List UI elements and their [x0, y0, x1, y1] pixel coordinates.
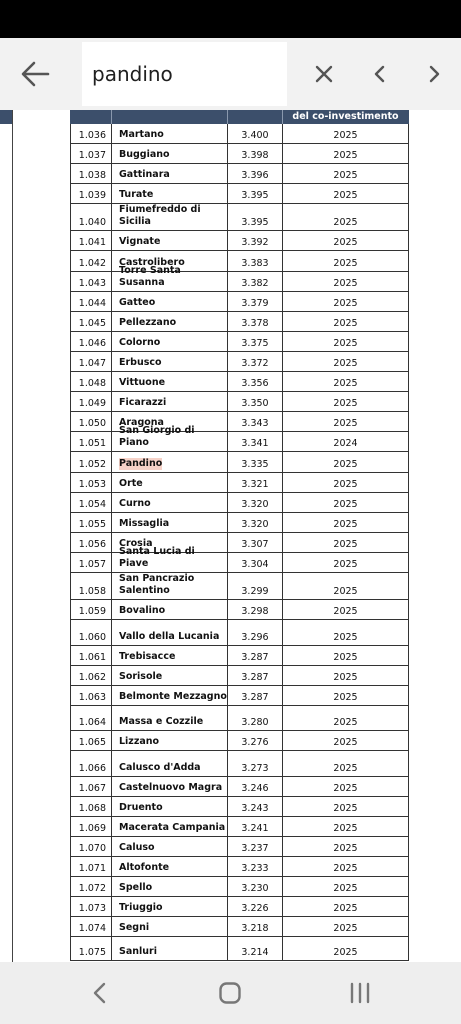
row-number: 1.062 — [70, 666, 111, 685]
municipality-name — [111, 312, 227, 331]
search-input[interactable] — [92, 62, 277, 86]
year-value: 2025 — [282, 272, 409, 291]
municipality-label: Vignate — [119, 236, 161, 247]
score-value: 3.395 — [227, 184, 282, 203]
municipality-name — [111, 573, 227, 599]
table-row — [70, 777, 409, 797]
municipality-label: Gatteo — [119, 297, 156, 308]
search-box — [82, 42, 287, 106]
row-number: 1.040 — [70, 204, 111, 230]
row-number: 1.049 — [70, 392, 111, 411]
nav-home-icon — [218, 981, 242, 1005]
score-value: 3.343 — [227, 412, 282, 431]
municipality-name — [111, 877, 227, 896]
find-toolbar — [0, 38, 461, 110]
nav-recents-button[interactable] — [340, 976, 380, 1010]
row-number: 1.050 — [70, 412, 111, 431]
municipality-name — [111, 686, 227, 705]
next-match-button[interactable] — [416, 56, 452, 92]
table-row — [70, 546, 409, 573]
score-value: 3.273 — [227, 751, 282, 776]
row-number: 1.041 — [70, 231, 111, 250]
municipality-label: Vallo della Lucania — [119, 631, 220, 642]
nav-home-button[interactable] — [210, 976, 250, 1010]
year-value: 2025 — [282, 493, 409, 512]
clear-button[interactable] — [306, 56, 342, 92]
score-value: 3.287 — [227, 686, 282, 705]
year-value: 2025 — [282, 837, 409, 856]
table-row — [70, 706, 409, 731]
municipality-label: Missaglia — [119, 518, 170, 529]
table-row — [70, 686, 409, 706]
row-number: 1.075 — [70, 937, 111, 960]
table-row — [70, 897, 409, 917]
table-row — [70, 231, 409, 251]
table-row — [70, 265, 409, 292]
table-row — [70, 372, 409, 392]
municipality-label: Pellezzano — [119, 317, 177, 328]
score-value: 3.280 — [227, 706, 282, 730]
municipality-name — [111, 546, 227, 572]
score-value: 3.395 — [227, 204, 282, 230]
score-value: 3.383 — [227, 251, 282, 271]
municipality-name — [111, 265, 227, 291]
year-value: 2025 — [282, 292, 409, 311]
row-number: 1.065 — [70, 731, 111, 750]
table-row — [70, 877, 409, 897]
municipality-label: Druento — [119, 802, 163, 813]
municipality-name — [111, 731, 227, 750]
table-row — [70, 837, 409, 857]
year-value: 2025 — [282, 706, 409, 730]
row-number: 1.048 — [70, 372, 111, 391]
municipality-label: Erbusco — [119, 357, 162, 368]
table-row — [70, 600, 409, 620]
table-row — [70, 573, 409, 600]
municipality-label: San Pancrazio Salentino — [119, 573, 195, 596]
year-value: 2025 — [282, 231, 409, 250]
score-value: 3.214 — [227, 937, 282, 960]
score-value: 3.321 — [227, 473, 282, 492]
municipality-name — [111, 204, 227, 230]
score-value: 3.320 — [227, 493, 282, 512]
municipality-label: Caluso — [119, 842, 155, 853]
row-number: 1.039 — [70, 184, 111, 203]
year-value: 2025 — [282, 797, 409, 816]
year-value: 2025 — [282, 917, 409, 936]
municipality-label: Triuggio — [119, 902, 163, 913]
municipality-name — [111, 473, 227, 492]
nav-back-icon — [90, 981, 110, 1005]
table-row — [70, 352, 409, 372]
table-row — [70, 493, 409, 513]
municipality-label: Gattinara — [119, 169, 170, 180]
year-value: 2025 — [282, 646, 409, 665]
year-value: 2025 — [282, 817, 409, 836]
table-row — [70, 473, 409, 493]
municipality-name — [111, 144, 227, 163]
municipality-label: Castrolibero — [119, 257, 185, 268]
municipality-name — [111, 620, 227, 645]
table-row — [70, 144, 409, 164]
score-value: 3.350 — [227, 392, 282, 411]
row-number: 1.071 — [70, 857, 111, 876]
year-value: 2025 — [282, 937, 409, 960]
row-number: 1.042 — [70, 251, 111, 271]
municipality-name — [111, 124, 227, 143]
score-value: 3.335 — [227, 452, 282, 472]
municipality-label: Trebisacce — [119, 651, 176, 662]
municipality-label: Aragona — [119, 417, 164, 428]
row-number: 1.053 — [70, 473, 111, 492]
row-number: 1.052 — [70, 452, 111, 472]
score-value: 3.276 — [227, 731, 282, 750]
score-value: 3.398 — [227, 144, 282, 163]
municipality-label: Vittuone — [119, 377, 166, 388]
municipality-name — [111, 493, 227, 512]
year-value: 2025 — [282, 332, 409, 351]
row-number: 1.063 — [70, 686, 111, 705]
municipality-name — [111, 917, 227, 936]
year-value: 2025 — [282, 452, 409, 472]
municipality-label: Altofonte — [119, 862, 170, 873]
score-value: 3.287 — [227, 646, 282, 665]
year-value: 2025 — [282, 124, 409, 143]
municipality-label: Sorisole — [119, 671, 163, 682]
table-row — [70, 751, 409, 777]
municipality-name — [111, 797, 227, 816]
municipality-name — [111, 231, 227, 250]
year-value: 2025 — [282, 251, 409, 271]
row-number: 1.068 — [70, 797, 111, 816]
municipality-name — [111, 392, 227, 411]
municipality-label: Curno — [119, 498, 151, 509]
municipality-name — [111, 164, 227, 183]
score-value: 3.299 — [227, 573, 282, 599]
row-number: 1.038 — [70, 164, 111, 183]
row-number: 1.047 — [70, 352, 111, 371]
table-row — [70, 646, 409, 666]
score-value: 3.356 — [227, 372, 282, 391]
municipality-label: Belmonte Mezzagno — [119, 691, 227, 702]
year-value: 2025 — [282, 777, 409, 796]
score-value: 3.372 — [227, 352, 282, 371]
municipality-name — [111, 817, 227, 836]
municipality-label: Martano — [119, 129, 164, 140]
score-value: 3.320 — [227, 513, 282, 532]
municipality-label: Segni — [119, 922, 150, 933]
municipality-label: Bovalino — [119, 605, 166, 616]
score-value: 3.241 — [227, 817, 282, 836]
left-table-edge — [0, 110, 13, 962]
row-number: 1.066 — [70, 751, 111, 776]
municipality-label: Turate — [119, 189, 154, 200]
year-value: 2024 — [282, 432, 409, 451]
table-row — [70, 620, 409, 646]
score-value: 3.378 — [227, 312, 282, 331]
municipality-name — [111, 332, 227, 351]
table-row — [70, 817, 409, 837]
year-value: 2025 — [282, 412, 409, 431]
table-header — [70, 110, 409, 124]
year-value: 2025 — [282, 473, 409, 492]
municipality-label: Torre Santa Susanna — [119, 265, 181, 288]
row-number: 1.072 — [70, 877, 111, 896]
row-number: 1.056 — [70, 533, 111, 552]
score-value: 3.287 — [227, 666, 282, 685]
row-number: 1.037 — [70, 144, 111, 163]
year-value: 2025 — [282, 144, 409, 163]
municipality-name — [111, 837, 227, 856]
table-row — [70, 332, 409, 352]
row-number: 1.074 — [70, 917, 111, 936]
table-row — [70, 731, 409, 751]
row-number: 1.054 — [70, 493, 111, 512]
score-value: 3.379 — [227, 292, 282, 311]
row-number: 1.045 — [70, 312, 111, 331]
arrow-left-icon — [14, 54, 58, 94]
year-value: 2025 — [282, 857, 409, 876]
municipality-name — [111, 600, 227, 619]
chevron-left-icon — [372, 65, 388, 83]
table-row — [70, 184, 409, 204]
score-value: 3.307 — [227, 533, 282, 552]
year-value: 2025 — [282, 897, 409, 916]
municipality-label: Buggiano — [119, 149, 170, 160]
score-value: 3.226 — [227, 897, 282, 916]
back-button[interactable] — [14, 54, 58, 94]
municipality-label: Massa e Cozzile — [119, 716, 204, 727]
table-row — [70, 452, 409, 473]
score-value: 3.246 — [227, 777, 282, 796]
score-value: 3.230 — [227, 877, 282, 896]
year-value: 2025 — [282, 553, 409, 572]
year-value: 2025 — [282, 164, 409, 183]
chevron-right-icon — [426, 65, 442, 83]
table-row — [70, 917, 409, 937]
year-value: 2025 — [282, 533, 409, 552]
nav-recents-icon — [348, 982, 372, 1004]
table-row — [70, 392, 409, 412]
year-value: 2025 — [282, 184, 409, 203]
table-row — [70, 797, 409, 817]
municipality-name — [111, 646, 227, 665]
year-value: 2025 — [282, 666, 409, 685]
year-value: 2025 — [282, 312, 409, 331]
municipality-label: Ficarazzi — [119, 397, 167, 408]
year-value: 2025 — [282, 731, 409, 750]
municipality-label: San Giorgio di Piano — [119, 425, 195, 448]
municipality-label: Sanluri — [119, 946, 157, 957]
year-value: 2025 — [282, 513, 409, 532]
year-value: 2025 — [282, 204, 409, 230]
row-number: 1.059 — [70, 600, 111, 619]
municipality-name — [111, 372, 227, 391]
row-number: 1.060 — [70, 620, 111, 645]
row-number: 1.051 — [70, 432, 111, 451]
municipality-label: Macerata Campania — [119, 822, 226, 833]
row-number: 1.046 — [70, 332, 111, 351]
row-number: 1.064 — [70, 706, 111, 730]
municipality-name — [111, 897, 227, 916]
table-row — [70, 292, 409, 312]
table-row — [70, 164, 409, 184]
score-value: 3.341 — [227, 432, 282, 451]
municipality-name — [111, 706, 227, 730]
year-value: 2025 — [282, 392, 409, 411]
score-value: 3.304 — [227, 553, 282, 572]
status-bar — [0, 0, 461, 38]
row-number: 1.036 — [70, 124, 111, 143]
municipality-name — [111, 751, 227, 776]
year-value: 2025 — [282, 877, 409, 896]
municipality-name — [111, 857, 227, 876]
municipality-label: Spello — [119, 882, 153, 893]
municipality-name — [111, 184, 227, 203]
municipality-label: Fiumefreddo di Sicilia — [119, 204, 201, 227]
year-value: 2025 — [282, 620, 409, 645]
row-number: 1.057 — [70, 553, 111, 572]
year-value: 2025 — [282, 573, 409, 599]
document-view[interactable] — [0, 110, 461, 962]
close-icon — [314, 64, 334, 84]
municipality-label: Santa Lucia di Piave — [119, 546, 195, 569]
row-number: 1.073 — [70, 897, 111, 916]
year-value: 2025 — [282, 686, 409, 705]
score-value: 3.296 — [227, 620, 282, 645]
previous-match-button[interactable] — [362, 56, 398, 92]
year-value: 2025 — [282, 600, 409, 619]
municipality-name — [111, 513, 227, 532]
municipality-name — [111, 937, 227, 960]
row-number: 1.070 — [70, 837, 111, 856]
score-value: 3.382 — [227, 272, 282, 291]
table-row — [70, 937, 409, 961]
municipality-label: Colorno — [119, 337, 161, 348]
municipality-label: Crosia — [119, 538, 153, 549]
row-number: 1.044 — [70, 292, 111, 311]
row-number: 1.069 — [70, 817, 111, 836]
score-value: 3.233 — [227, 857, 282, 876]
municipality-label: Pandino — [119, 458, 163, 469]
row-number: 1.043 — [70, 272, 111, 291]
municipality-name — [111, 292, 227, 311]
row-number: 1.067 — [70, 777, 111, 796]
municipality-name — [111, 777, 227, 796]
score-value: 3.375 — [227, 332, 282, 351]
score-value: 3.298 — [227, 600, 282, 619]
year-value: 2025 — [282, 751, 409, 776]
row-number: 1.058 — [70, 573, 111, 599]
score-value: 3.237 — [227, 837, 282, 856]
municipality-name — [111, 452, 227, 472]
navigation-bar — [0, 962, 461, 1024]
table-row — [70, 312, 409, 332]
score-value: 3.396 — [227, 164, 282, 183]
table-row — [70, 204, 409, 231]
table-row — [70, 857, 409, 877]
row-number: 1.055 — [70, 513, 111, 532]
year-value: 2025 — [282, 352, 409, 371]
table-row — [70, 425, 409, 452]
municipality-name — [111, 352, 227, 371]
municipality-name — [111, 666, 227, 685]
score-value: 3.392 — [227, 231, 282, 250]
nav-back-button[interactable] — [80, 976, 120, 1010]
municipality-name — [111, 425, 227, 451]
row-number: 1.061 — [70, 646, 111, 665]
table-row — [70, 513, 409, 533]
header-co-investimento: del co-investimento — [292, 111, 399, 122]
municipality-label: Castelnuovo Magra — [119, 782, 223, 793]
score-value: 3.243 — [227, 797, 282, 816]
year-value: 2025 — [282, 372, 409, 391]
municipality-label: Orte — [119, 478, 143, 489]
score-value: 3.400 — [227, 124, 282, 143]
municipality-label: Lizzano — [119, 736, 160, 747]
municipality-label: Calusco d'Adda — [119, 762, 201, 773]
table-row — [70, 666, 409, 686]
table-row — [70, 124, 409, 144]
score-value: 3.218 — [227, 917, 282, 936]
